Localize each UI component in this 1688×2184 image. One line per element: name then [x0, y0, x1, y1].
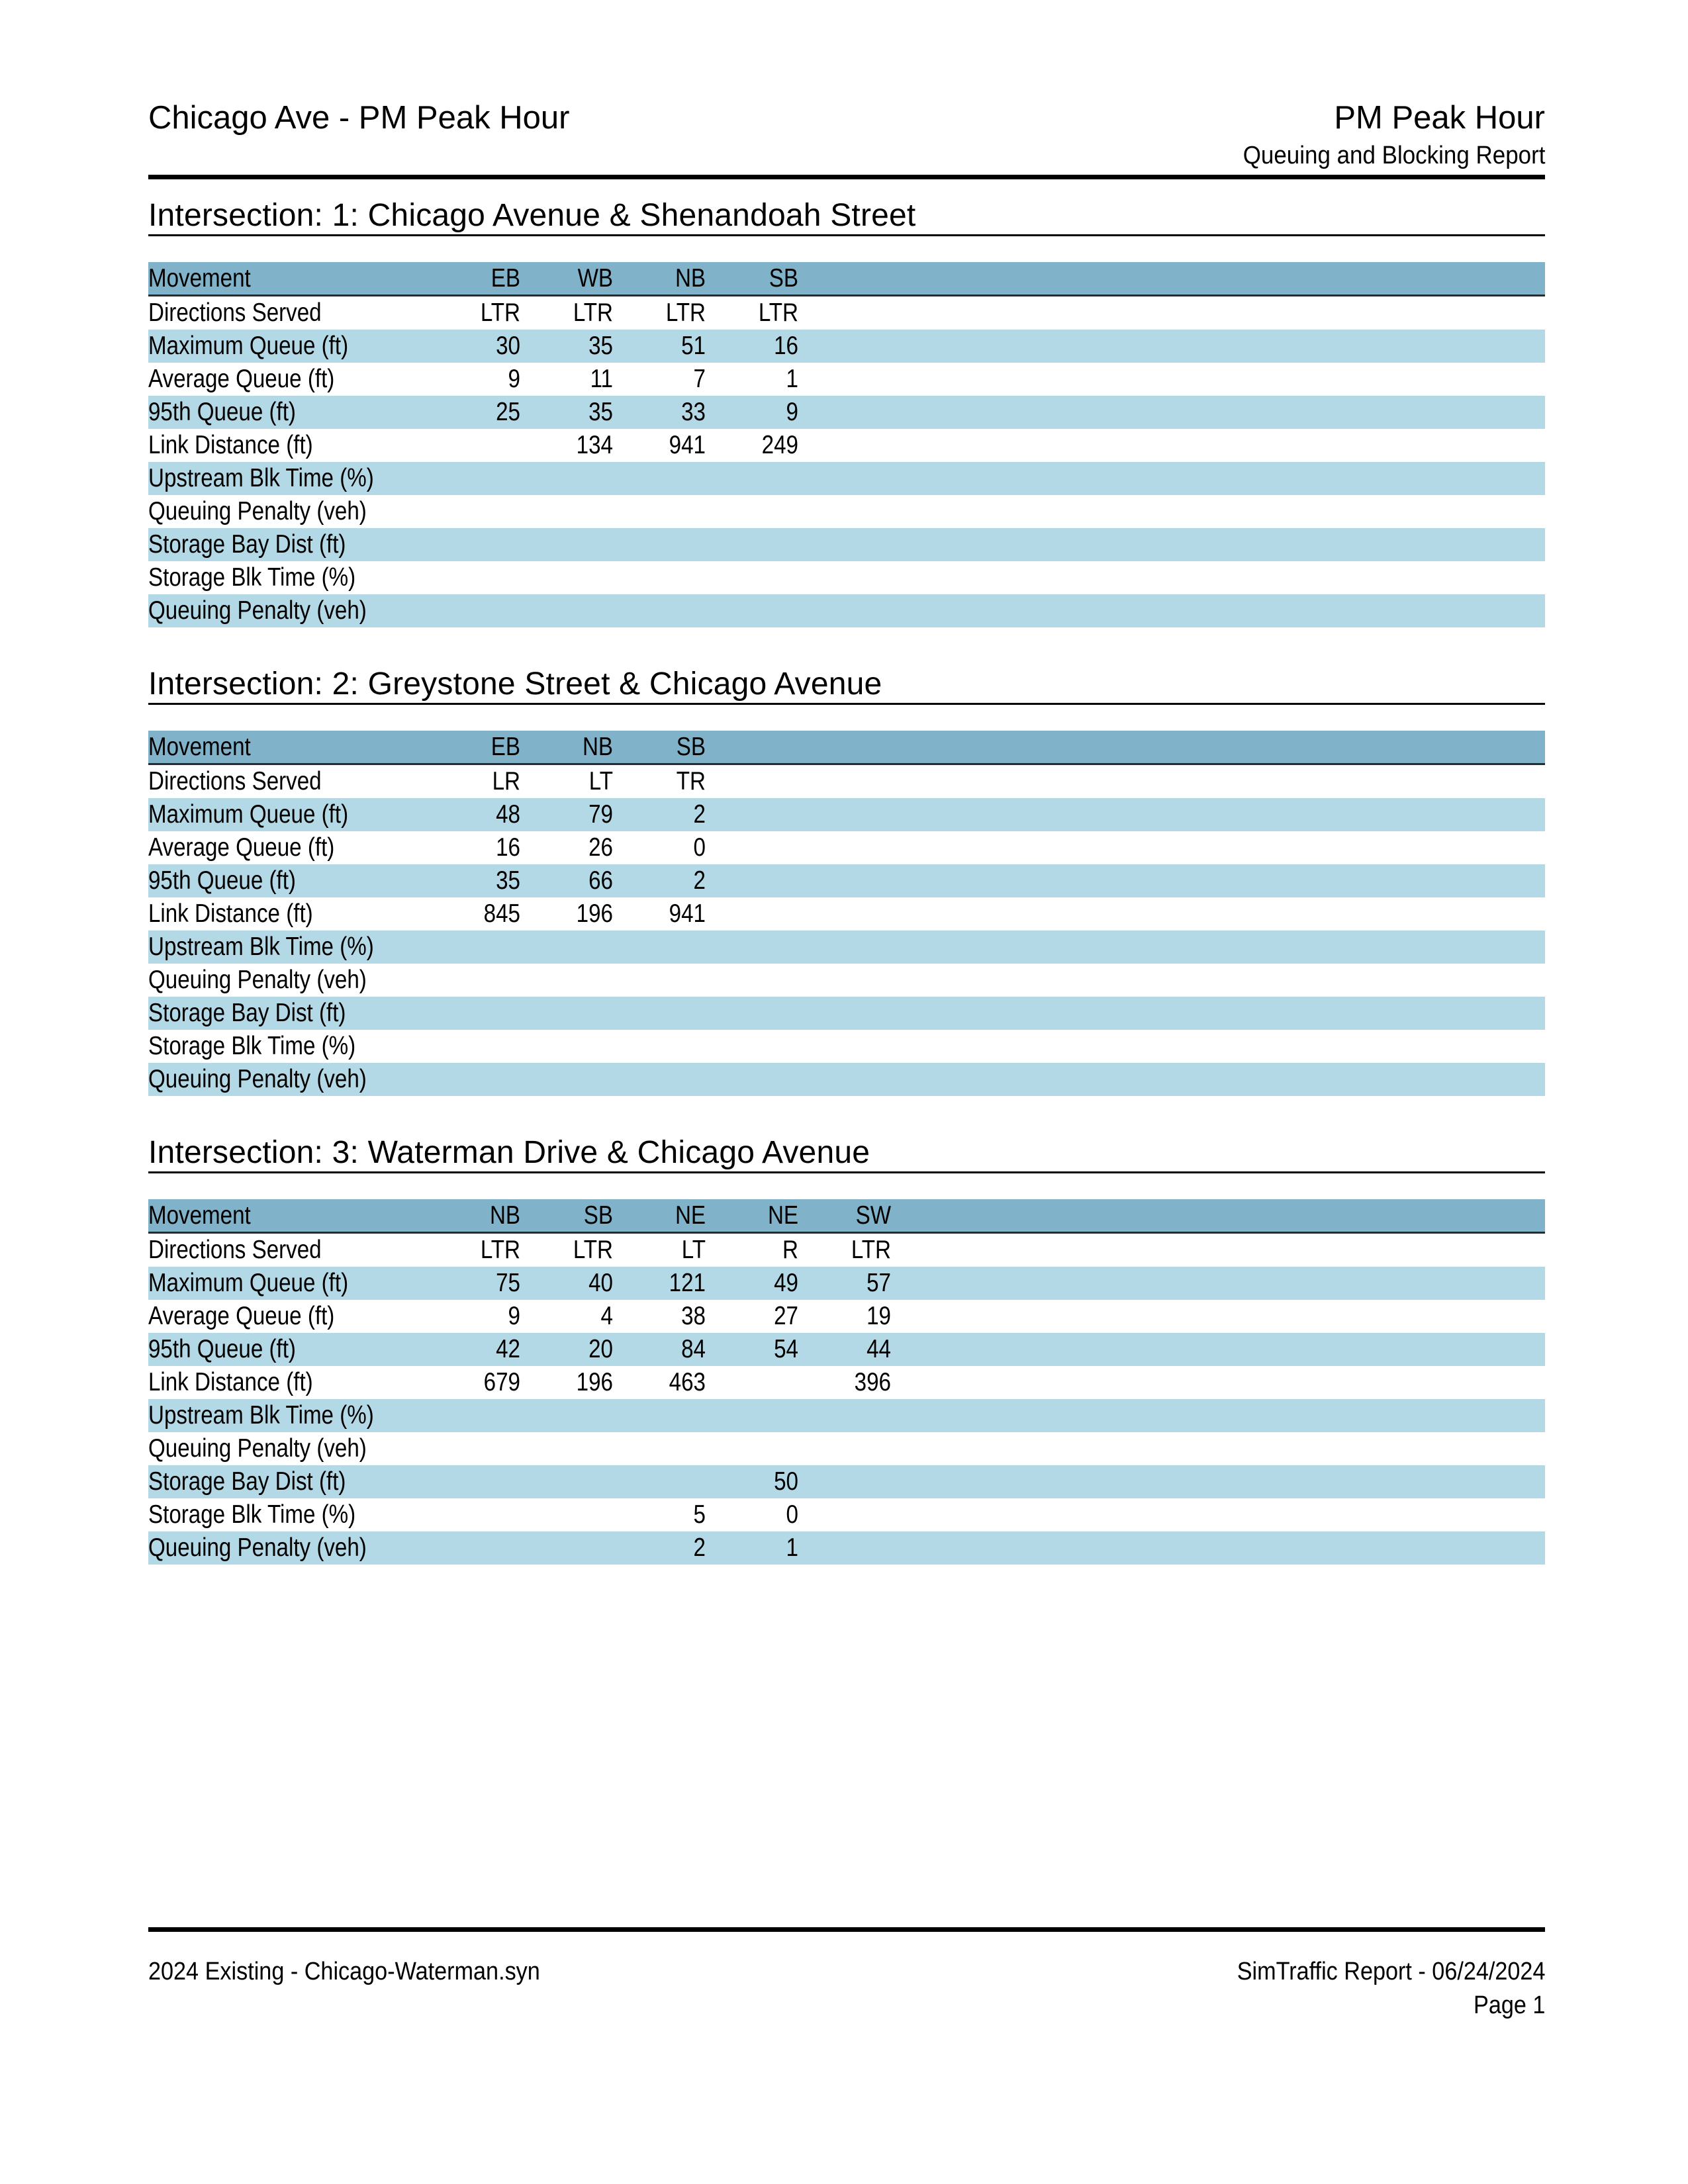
- row-label: Storage Bay Dist (ft): [148, 999, 346, 1027]
- table-row: [148, 1531, 1545, 1565]
- table-cell: 79: [588, 800, 613, 829]
- table-row: [148, 1366, 1545, 1399]
- table-cell: 11: [590, 365, 613, 393]
- table-cell: 26: [588, 833, 613, 862]
- section-divider: [148, 703, 1545, 705]
- row-label: 95th Queue (ft): [148, 866, 296, 895]
- table-cell: 84: [681, 1335, 706, 1363]
- row-label: Maximum Queue (ft): [148, 1269, 349, 1297]
- table-row: [148, 296, 1545, 330]
- table-cell: 25: [496, 398, 520, 426]
- row-label: Upstream Blk Time (%): [148, 933, 374, 961]
- table-cell: 42: [496, 1335, 520, 1363]
- table-row: [148, 363, 1545, 396]
- table-row: [148, 1498, 1545, 1531]
- row-label: Directions Served: [148, 1236, 322, 1264]
- column-header: EB: [491, 733, 520, 761]
- table-cell: 5: [693, 1500, 706, 1529]
- row-label: 95th Queue (ft): [148, 1335, 296, 1363]
- intersection-title: Intersection: 3: Waterman Drive & Chicago Avenue: [148, 1135, 870, 1170]
- row-label: Queuing Penalty (veh): [148, 966, 367, 994]
- footer-report-date: SimTraffic Report - 06/24/2024: [1237, 1958, 1545, 1985]
- table-cell: 16: [496, 833, 520, 862]
- table-row: [148, 396, 1545, 429]
- table-cell: LTR: [758, 298, 798, 327]
- column-header: SB: [769, 264, 798, 293]
- report-period: PM Peak Hour: [1334, 100, 1545, 136]
- table-cell: 4: [600, 1302, 613, 1330]
- table-cell: LR: [492, 767, 520, 796]
- row-label: Average Queue (ft): [148, 1302, 335, 1330]
- table-cell: 35: [588, 332, 613, 360]
- table-cell: 9: [508, 365, 520, 393]
- row-label: Storage Bay Dist (ft): [148, 1467, 346, 1496]
- table-row: [148, 594, 1545, 627]
- table-row: [148, 1267, 1545, 1300]
- table-cell: 16: [774, 332, 798, 360]
- report-title: Chicago Ave - PM Peak Hour: [148, 100, 570, 136]
- row-label: Movement: [148, 733, 251, 761]
- table-row: [148, 330, 1545, 363]
- table-row: [148, 1432, 1545, 1465]
- table-cell: 249: [761, 431, 798, 459]
- table-cell: 9: [786, 398, 798, 426]
- column-header: NE: [767, 1201, 798, 1230]
- table-cell: 30: [496, 332, 520, 360]
- queue-table: [148, 1199, 1545, 1565]
- table-cell: 66: [588, 866, 613, 895]
- table-cell: 941: [669, 899, 706, 928]
- table-cell: 2: [693, 800, 706, 829]
- column-header: SB: [676, 733, 706, 761]
- table-cell: 196: [576, 899, 613, 928]
- footer-filename: 2024 Existing - Chicago-Waterman.syn: [148, 1958, 540, 1985]
- table-row: [148, 462, 1545, 495]
- table-cell: 38: [681, 1302, 706, 1330]
- row-label: Queuing Penalty (veh): [148, 497, 367, 525]
- table-cell: 2: [693, 1533, 706, 1562]
- table-row: [148, 897, 1545, 931]
- table-cell: LTR: [851, 1236, 891, 1264]
- row-label: Storage Blk Time (%): [148, 563, 356, 592]
- column-header: SB: [583, 1201, 613, 1230]
- table-row: [148, 964, 1545, 997]
- table-header-row: [148, 1199, 1545, 1234]
- table-cell: 679: [483, 1368, 520, 1396]
- table-row: [148, 1399, 1545, 1432]
- table-row: [148, 931, 1545, 964]
- table-cell: 51: [681, 332, 706, 360]
- row-label: Queuing Penalty (veh): [148, 1533, 367, 1562]
- column-header: NB: [582, 733, 613, 761]
- table-cell: 20: [588, 1335, 613, 1363]
- header-divider: [148, 175, 1545, 179]
- table-row: [148, 864, 1545, 897]
- table-cell: LT: [588, 767, 613, 796]
- queue-table: [148, 262, 1545, 627]
- intersection-title: Intersection: 1: Chicago Avenue & Shenandoah Street: [148, 198, 916, 233]
- table-cell: 9: [508, 1302, 520, 1330]
- row-label: Directions Served: [148, 767, 322, 796]
- table-cell: 44: [867, 1335, 891, 1363]
- table-cell: 35: [588, 398, 613, 426]
- table-cell: 2: [693, 866, 706, 895]
- table-cell: 75: [496, 1269, 520, 1297]
- table-cell: 121: [669, 1269, 706, 1297]
- table-cell: 0: [786, 1500, 798, 1529]
- column-header: SW: [855, 1201, 891, 1230]
- table-cell: 50: [774, 1467, 798, 1496]
- table-row: [148, 798, 1545, 831]
- row-label: Queuing Penalty (veh): [148, 596, 367, 625]
- table-cell: 134: [576, 431, 613, 459]
- report-page: [148, 0, 1545, 2184]
- report-type: Queuing and Blocking Report: [1243, 142, 1545, 169]
- table-row: [148, 1234, 1545, 1267]
- table-row: [148, 1063, 1545, 1096]
- table-row: [148, 1465, 1545, 1498]
- row-label: Queuing Penalty (veh): [148, 1065, 367, 1093]
- row-label: Maximum Queue (ft): [148, 332, 349, 360]
- table-cell: LTR: [573, 1236, 613, 1264]
- table-cell: LTR: [480, 298, 520, 327]
- column-header: NE: [675, 1201, 706, 1230]
- table-row: [148, 429, 1545, 462]
- intersection-title: Intersection: 2: Greystone Street & Chicago Avenue: [148, 666, 882, 702]
- column-header: WB: [577, 264, 613, 293]
- table-cell: 49: [774, 1269, 798, 1297]
- table-cell: 7: [693, 365, 706, 393]
- table-row: [148, 1300, 1545, 1333]
- table-cell: 196: [576, 1368, 613, 1396]
- table-row: [148, 997, 1545, 1030]
- table-cell: 0: [693, 833, 706, 862]
- table-cell: 48: [496, 800, 520, 829]
- row-label: Movement: [148, 1201, 251, 1230]
- row-label: Link Distance (ft): [148, 1368, 313, 1396]
- table-cell: 27: [774, 1302, 798, 1330]
- table-row: [148, 495, 1545, 528]
- row-label: Link Distance (ft): [148, 431, 313, 459]
- row-label: Directions Served: [148, 298, 322, 327]
- table-row: [148, 528, 1545, 561]
- row-label: Storage Bay Dist (ft): [148, 530, 346, 559]
- column-header: NB: [675, 264, 706, 293]
- section-divider: [148, 1171, 1545, 1173]
- table-cell: 1: [786, 1533, 798, 1562]
- table-header-row: [148, 731, 1545, 765]
- table-cell: LTR: [480, 1236, 520, 1264]
- row-label: Queuing Penalty (veh): [148, 1434, 367, 1463]
- table-cell: LT: [681, 1236, 706, 1264]
- row-label: Average Queue (ft): [148, 833, 335, 862]
- table-row: [148, 1333, 1545, 1366]
- table-header-row: [148, 262, 1545, 296]
- table-cell: 1: [786, 365, 798, 393]
- table-cell: TR: [676, 767, 706, 796]
- table-cell: 845: [483, 899, 520, 928]
- row-label: Storage Blk Time (%): [148, 1032, 356, 1060]
- table-row: [148, 831, 1545, 864]
- table-cell: 941: [669, 431, 706, 459]
- column-header: NB: [489, 1201, 520, 1230]
- row-label: Maximum Queue (ft): [148, 800, 349, 829]
- row-label: Upstream Blk Time (%): [148, 464, 374, 492]
- table-row: [148, 561, 1545, 594]
- row-label: Average Queue (ft): [148, 365, 335, 393]
- table-cell: LTR: [573, 298, 613, 327]
- table-cell: 54: [774, 1335, 798, 1363]
- section-divider: [148, 234, 1545, 236]
- table-row: [148, 765, 1545, 798]
- table-cell: 463: [669, 1368, 706, 1396]
- page-number: Page 1: [1473, 1991, 1545, 2019]
- table-cell: 396: [854, 1368, 891, 1396]
- table-cell: 19: [867, 1302, 891, 1330]
- table-cell: R: [782, 1236, 798, 1264]
- table-cell: 40: [588, 1269, 613, 1297]
- table-cell: LTR: [665, 298, 706, 327]
- row-label: Link Distance (ft): [148, 899, 313, 928]
- table-row: [148, 1030, 1545, 1063]
- queue-table: [148, 731, 1545, 1096]
- row-label: Upstream Blk Time (%): [148, 1401, 374, 1430]
- table-cell: 35: [496, 866, 520, 895]
- row-label: Movement: [148, 264, 251, 293]
- row-label: Storage Blk Time (%): [148, 1500, 356, 1529]
- footer-divider: [148, 1927, 1545, 1932]
- table-cell: 57: [867, 1269, 891, 1297]
- row-label: 95th Queue (ft): [148, 398, 296, 426]
- table-cell: 33: [681, 398, 706, 426]
- column-header: EB: [491, 264, 520, 293]
